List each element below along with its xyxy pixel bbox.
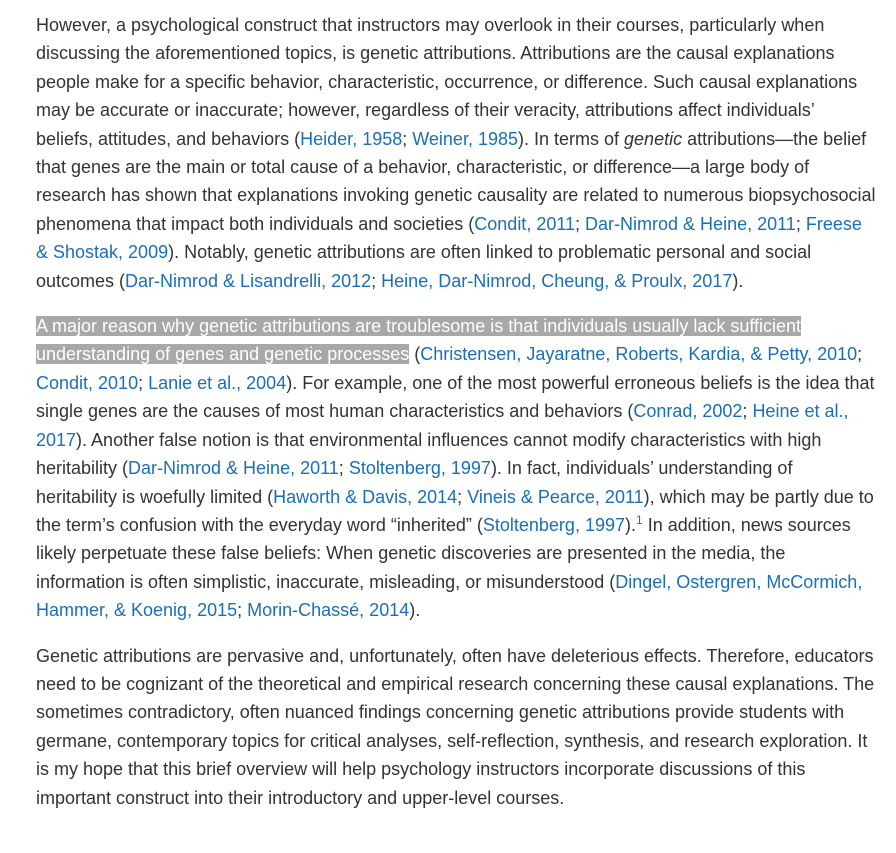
- separator: ;: [795, 213, 806, 234]
- separator: ;: [138, 372, 149, 393]
- citation-link[interactable]: Heider, 1958: [300, 128, 403, 149]
- citation-link[interactable]: Freese & Shostak, 2009: [36, 213, 862, 263]
- text: (: [409, 344, 421, 365]
- citation-link[interactable]: Heine et al., 2017: [36, 401, 849, 450]
- article-body: [36, 11, 876, 829]
- separator: ;: [338, 458, 349, 479]
- separator: ;: [457, 486, 468, 507]
- text: ). Another false notion is that environmental influences cannot modify characteristics with high heritability (: [36, 429, 822, 479]
- footnote-link[interactable]: 1: [636, 512, 643, 527]
- citation-link[interactable]: Heine, Dar-Nimrod, Cheung, & Proulx, 2017: [381, 270, 733, 291]
- text: ). For example, one of the most powerful erroneous beliefs is the idea that single genes are the causes of most human characteristics and behaviors (: [36, 372, 875, 422]
- selected-text-highlight[interactable]: A major reason why genetic attributions are troublesome is that individuals usually lack sufficient understanding of genes and genetic processes: [36, 316, 802, 365]
- citation-link[interactable]: Lanie et al., 2004: [148, 372, 287, 393]
- text: In addition, news sources likely perpetuate these false beliefs: When genetic discoveries are presented in the media, the information is often simplistic, inaccurate, misleading, or misunderstood (: [36, 514, 851, 592]
- separator: ;: [575, 213, 586, 234]
- separator: ;: [237, 600, 248, 621]
- separator: ;: [857, 344, 863, 365]
- separator: ;: [742, 401, 753, 422]
- citation-link[interactable]: Vineis & Pearce, 2011: [467, 486, 644, 507]
- citation-link[interactable]: Dar-Nimrod & Heine, 2011: [128, 458, 339, 479]
- citation-link[interactable]: Condit, 2010: [36, 372, 139, 393]
- text: ). In fact, individuals’ understanding of heritability is woefully limited (: [36, 458, 793, 507]
- citation-link[interactable]: Condit, 2011: [474, 213, 576, 234]
- text: attributions—the belief that genes are the main or total cause of a behavior, characteristic, or difference—a large body of research has shown that explanations invoking genetic causality are related to numerous biopsychosocial phenomena that impact both individuals and societies (: [36, 128, 876, 234]
- text: ).: [625, 514, 636, 535]
- text: ). In terms of: [518, 128, 625, 149]
- text: ), which may be partly due to the term’s confusion with the everyday word “inherited” (: [36, 486, 874, 535]
- paragraph-1: [36, 11, 876, 295]
- citation-link[interactable]: Christensen, Jayaratne, Roberts, Kardia, & Petty, 2010: [420, 344, 858, 365]
- text: However, a psychological construct that instructors may overlook in their courses, particularly when discussing the aforementioned topics, is genetic attributions. Attributions are the causal explanations people make for a specific behavior, characteristic, occurrence, or difference. Such causal explanations may be accurate or inaccurate; however, regardless of their veracity, attributions affect individuals’ beliefs, attitudes, and behaviors (: [36, 15, 858, 149]
- citation-link[interactable]: Morin-Chassé, 2014: [247, 600, 410, 621]
- citation-link[interactable]: Dingel, Ostergren, McCormich, Hammer, & Koenig, 2015: [36, 571, 863, 621]
- citation-link[interactable]: Conrad, 2002: [633, 401, 743, 422]
- paragraph-3: Genetic attributions are pervasive and, unfortunately, often have deleterious effects. Therefore, educators need to be cognizant of the theoretical and empirical research concerning these causal explanations. The sometimes contradictory, often nuanced findings concerning genetic attributions provide students with germane, contemporary topics for critical analyses, self-reflection, synthesis, and research exploration. It is my hope that this brief overview will help psychology instructors incorporate discussions of this important construct into their introductory and upper-level courses.: [36, 645, 875, 808]
- text: ). Notably, genetic attributions are often linked to problematic personal and social outcomes (: [36, 242, 812, 291]
- separator: ;: [402, 128, 413, 149]
- footnote-marker: [636, 513, 643, 527]
- citation-link[interactable]: Dar-Nimrod & Heine, 2011: [585, 213, 796, 234]
- citation-link[interactable]: Haworth & Davis, 2014: [273, 486, 458, 507]
- citation-link[interactable]: Stoltenberg, 1997: [348, 458, 491, 479]
- citation-link[interactable]: Stoltenberg, 1997: [482, 514, 625, 535]
- paragraph-2: [36, 312, 876, 624]
- citation-link[interactable]: Weiner, 1985: [412, 128, 518, 149]
- text: ).: [409, 600, 421, 621]
- emphasis-genetic: genetic: [624, 128, 683, 149]
- citation-link[interactable]: Dar-Nimrod & Lisandrelli, 2012: [125, 270, 372, 291]
- separator: ;: [371, 270, 382, 291]
- text: ).: [732, 270, 744, 291]
